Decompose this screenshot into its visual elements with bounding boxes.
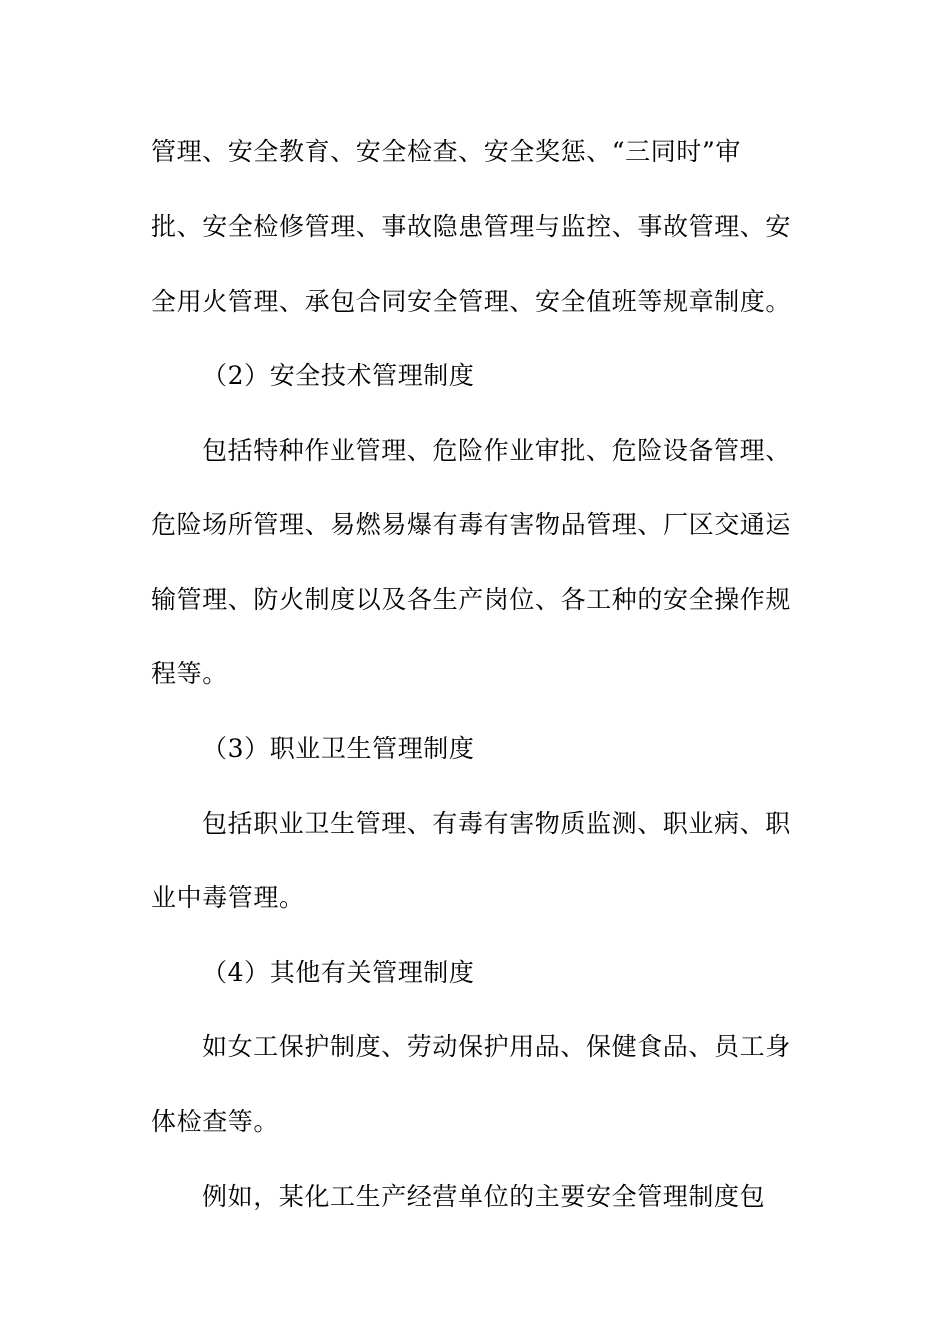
section-heading: （2）安全技术管理制度 — [202, 361, 475, 390]
section-heading: （3）职业卫生管理制度 — [202, 734, 475, 763]
text-line: 管理、安全教育、安全检查、安全奖惩、“三同时”审 — [151, 137, 741, 166]
text-line: 批、安全检修管理、事故隐患管理与监控、事故管理、安 — [151, 212, 792, 241]
text-line: 输管理、防火制度以及各生产岗位、各工种的安全操作规 — [151, 585, 792, 614]
text-line: 如女工保护制度、劳动保护用品、保健食品、员工身 — [202, 1032, 791, 1061]
section-heading: （4）其他有关管理制度 — [202, 958, 475, 987]
text-line: 体检查等。 — [151, 1107, 280, 1136]
text-line: 包括职业卫生管理、有毒有害物质监测、职业病、职 — [202, 809, 791, 838]
text-line: 例如，某化工生产经营单位的主要安全管理制度包 — [202, 1182, 766, 1211]
text-line: 程等。 — [151, 659, 228, 688]
text-line: 业中毒管理。 — [151, 883, 305, 912]
text-line: 包括特种作业管理、危险作业审批、危险设备管理、 — [202, 436, 791, 465]
text-line: 全用火管理、承包合同安全管理、安全值班等规章制度。 — [151, 287, 792, 316]
text-line: 危险场所管理、易燃易爆有毒有害物品管理、厂区交通运 — [151, 510, 792, 539]
